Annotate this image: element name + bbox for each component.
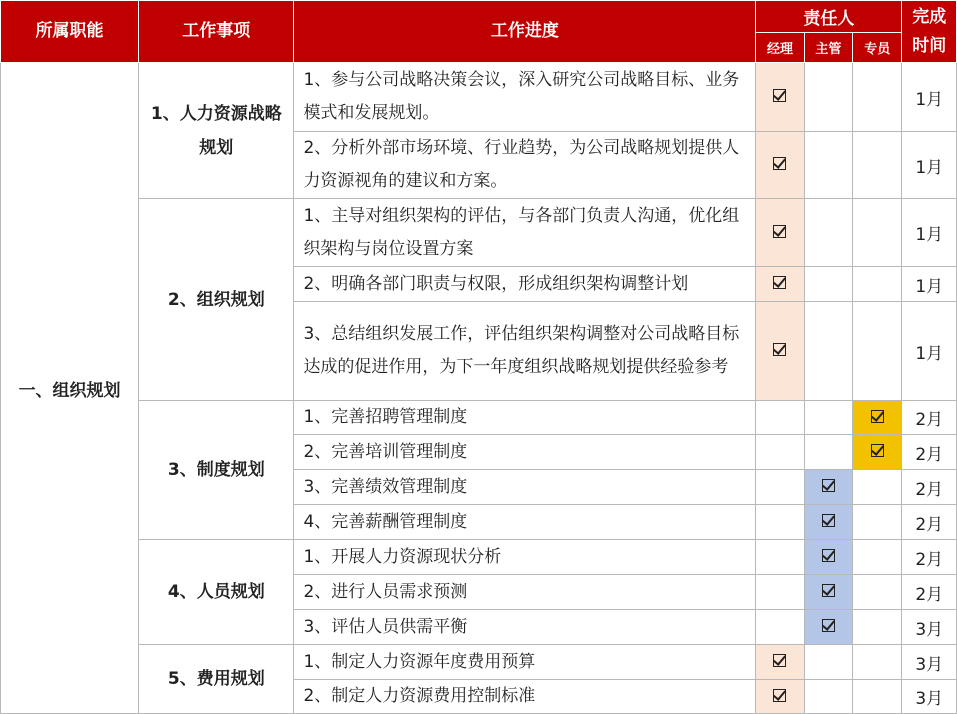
role-cell-supervisor [804, 470, 852, 505]
role-cell-manager [756, 680, 804, 714]
role-cell-specialist [853, 199, 902, 267]
checkbox-checked-icon [773, 89, 786, 102]
role-cell-specialist [853, 435, 902, 470]
role-cell-manager [756, 63, 804, 132]
role-cell-supervisor [804, 401, 852, 435]
task-cell: 1、完善招聘管理制度 [294, 401, 756, 435]
table-row [1, 63, 957, 132]
role-cell-specialist [853, 302, 902, 401]
role-cell-manager [756, 302, 804, 401]
checkbox-checked-icon [822, 584, 835, 597]
role-cell-supervisor [804, 435, 852, 470]
task-cell: 1、参与公司战略决策会议，深入研究公司战略目标、业务模式和发展规划。 [294, 63, 756, 132]
due-cell: 2月 [902, 575, 957, 610]
role-cell-supervisor [804, 575, 852, 610]
header-due-line2: 时间 [912, 35, 947, 56]
category-cell: 3、制度规划 [139, 401, 294, 540]
table-row [1, 199, 957, 267]
role-cell-specialist [853, 575, 902, 610]
table-row [1, 401, 957, 435]
due-cell: 1月 [902, 302, 957, 401]
due-cell: 1月 [902, 267, 957, 302]
role-cell-supervisor [804, 505, 852, 540]
role-cell-specialist [853, 540, 902, 575]
checkbox-checked-icon [773, 225, 786, 238]
table-row [1, 645, 957, 680]
checkbox-checked-icon [773, 689, 786, 702]
checkbox-checked-icon [822, 479, 835, 492]
due-cell: 2月 [902, 505, 957, 540]
role-cell-supervisor [804, 610, 852, 645]
role-cell-manager [756, 401, 804, 435]
task-cell: 2、制定人力资源费用控制标准 [294, 680, 756, 714]
role-cell-specialist [853, 645, 902, 680]
task-cell: 1、制定人力资源年度费用预算 [294, 645, 756, 680]
task-cell: 2、明确各部门职责与权限，形成组织架构调整计划 [294, 267, 756, 302]
role-cell-specialist [853, 470, 902, 505]
task-cell: 1、主导对组织架构的评估，与各部门负责人沟通，优化组织架构与岗位设置方案 [294, 199, 756, 267]
task-cell: 2、完善培训管理制度 [294, 435, 756, 470]
category-cell: 2、组织规划 [139, 199, 294, 401]
checkbox-checked-icon [773, 654, 786, 667]
role-cell-supervisor [804, 645, 852, 680]
table-row [1, 540, 957, 575]
checkbox-checked-icon [871, 444, 884, 457]
role-cell-manager [756, 132, 804, 199]
category-cell: 1、人力资源战略规划 [139, 63, 294, 199]
role-cell-manager [756, 610, 804, 645]
role-cell-supervisor [804, 267, 852, 302]
task-cell: 4、完善薪酬管理制度 [294, 505, 756, 540]
function-cell: 一、组织规划 [1, 63, 139, 714]
header-due [902, 1, 957, 63]
checkbox-checked-icon [822, 619, 835, 632]
role-cell-manager [756, 540, 804, 575]
due-cell: 3月 [902, 645, 957, 680]
due-cell: 1月 [902, 63, 957, 132]
header-due-line1: 完成 [912, 6, 947, 27]
role-cell-manager [756, 470, 804, 505]
header-item: 工作事项 [139, 1, 294, 63]
header-progress: 工作进度 [294, 1, 756, 63]
task-cell: 2、进行人员需求预测 [294, 575, 756, 610]
task-cell: 3、评估人员供需平衡 [294, 610, 756, 645]
role-cell-specialist [853, 680, 902, 714]
role-cell-specialist [853, 401, 902, 435]
role-cell-specialist [853, 610, 902, 645]
due-cell: 2月 [902, 470, 957, 505]
role-cell-manager [756, 267, 804, 302]
role-cell-supervisor [804, 132, 852, 199]
role-cell-manager [756, 435, 804, 470]
due-cell: 3月 [902, 610, 957, 645]
header-role-manager: 经理 [756, 33, 804, 63]
role-cell-supervisor [804, 302, 852, 401]
task-cell: 3、总结组织发展工作，评估组织架构调整对公司战略目标达成的促进作用，为下一年度组织战略规划提供经验参考 [294, 302, 756, 401]
role-cell-supervisor [804, 540, 852, 575]
role-cell-specialist [853, 63, 902, 132]
header-role-supervisor: 主管 [804, 33, 852, 63]
header-responsible: 责任人 [756, 1, 902, 33]
table-body [1, 63, 957, 714]
role-cell-manager [756, 645, 804, 680]
task-cell: 1、开展人力资源现状分析 [294, 540, 756, 575]
header-role-specialist: 专员 [853, 33, 902, 63]
role-cell-manager [756, 575, 804, 610]
role-cell-manager [756, 505, 804, 540]
role-cell-supervisor [804, 680, 852, 714]
checkbox-checked-icon [822, 549, 835, 562]
category-cell: 5、费用规划 [139, 645, 294, 714]
checkbox-checked-icon [773, 157, 786, 170]
header-function: 所属职能 [1, 1, 139, 63]
role-cell-specialist [853, 267, 902, 302]
role-cell-specialist [853, 505, 902, 540]
task-cell: 2、分析外部市场环境、行业趋势，为公司战略规划提供人力资源视角的建议和方案。 [294, 132, 756, 199]
due-cell: 2月 [902, 401, 957, 435]
checkbox-checked-icon [773, 343, 786, 356]
due-cell: 2月 [902, 540, 957, 575]
category-cell: 4、人员规划 [139, 540, 294, 645]
role-cell-supervisor [804, 199, 852, 267]
role-cell-supervisor [804, 63, 852, 132]
due-cell: 3月 [902, 680, 957, 714]
due-cell: 1月 [902, 132, 957, 199]
due-cell: 1月 [902, 199, 957, 267]
task-cell: 3、完善绩效管理制度 [294, 470, 756, 505]
role-cell-manager [756, 199, 804, 267]
checkbox-checked-icon [822, 514, 835, 527]
due-cell: 2月 [902, 435, 957, 470]
checkbox-checked-icon [773, 276, 786, 289]
role-cell-specialist [853, 132, 902, 199]
checkbox-checked-icon [871, 410, 884, 423]
